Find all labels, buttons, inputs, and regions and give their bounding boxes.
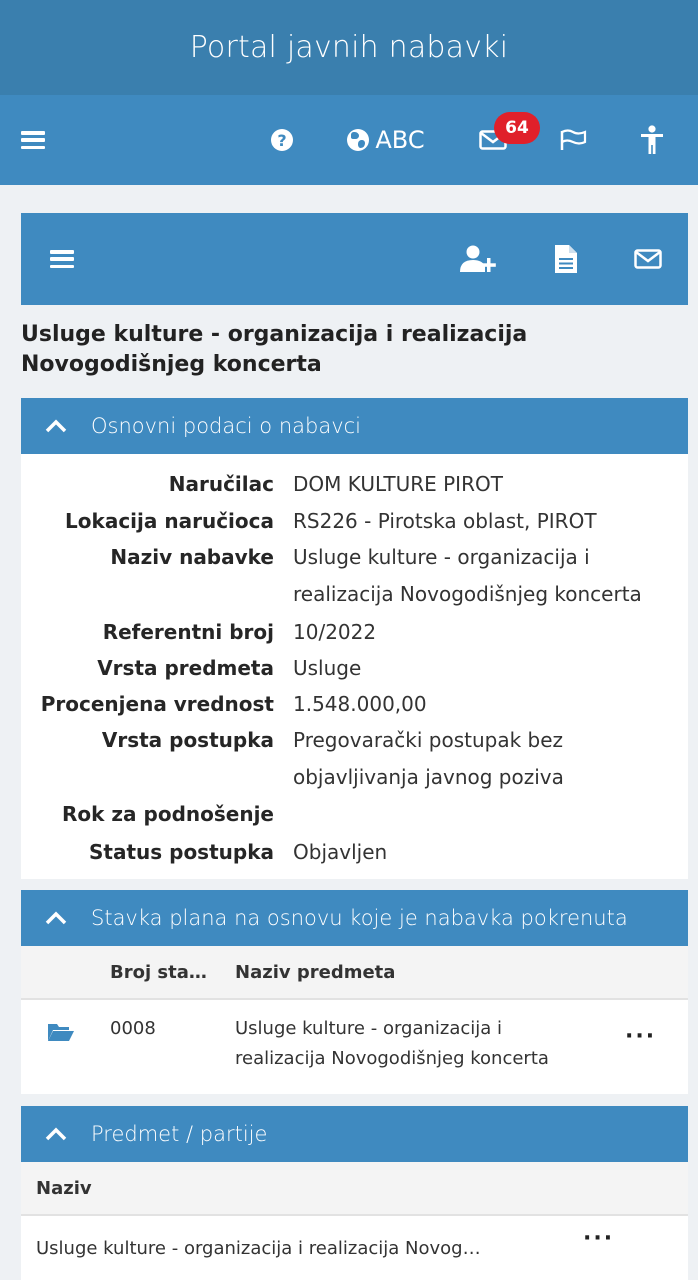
language-label: ABC <box>375 126 425 154</box>
document-button[interactable] <box>551 213 581 305</box>
table-row[interactable] <box>21 1218 688 1280</box>
field-label: Naručilac <box>168 472 274 496</box>
accessibility-button[interactable] <box>638 95 666 185</box>
chevron-up-icon <box>21 911 91 925</box>
field-label: Vrsta postupka <box>101 728 274 752</box>
field-label: Rok za podnošenje <box>62 802 274 826</box>
language-button[interactable] <box>344 95 428 185</box>
table-row[interactable] <box>21 1002 688 1094</box>
submenu-button[interactable] <box>49 213 75 305</box>
message-button[interactable] <box>633 213 663 305</box>
messages-count-badge: 64 <box>494 112 540 144</box>
user-plus-icon <box>460 245 498 273</box>
field-value: Pregovarački postupak bez objavljivanja javnog poziva <box>293 728 564 789</box>
field-label: Procenjena vrednost <box>40 692 274 716</box>
lots-table <box>21 1162 688 1280</box>
section-title: Stavka plana na osnovu koje je nabavka pokrenuta <box>91 906 628 930</box>
field-value: 10/2022 <box>293 620 377 644</box>
field-label: Vrsta predmeta <box>97 656 274 680</box>
section-header-plan-item[interactable] <box>21 890 688 946</box>
field-label: Status postupka <box>89 840 274 864</box>
main-menu-button[interactable] <box>20 95 46 185</box>
sub-toolbar <box>21 213 688 305</box>
question-circle-icon: ? <box>271 129 293 151</box>
hamburger-icon <box>50 250 74 268</box>
column-header-naziv-predmeta[interactable]: Naziv predmeta <box>235 962 396 983</box>
plan-item-number: 0008 <box>110 1018 156 1039</box>
field-value: Objavljen <box>293 840 388 864</box>
folder-open-icon[interactable] <box>47 1022 75 1046</box>
plan-item-name: Usluge kulture - organizacija i realizacija Novogodišnjeg koncerta <box>235 1018 549 1069</box>
table-header <box>21 1162 688 1216</box>
plan-item-table <box>21 946 688 1094</box>
row-menu-dots-icon[interactable]: ··· <box>625 1024 657 1049</box>
app-title-bar <box>0 0 698 95</box>
document-icon <box>554 244 578 274</box>
field-value: RS226 - Pirotska oblast, PIROT <box>293 509 597 533</box>
lot-name: Usluge kulture - organizacija i realizacija Novog… <box>36 1238 481 1259</box>
hamburger-icon <box>21 131 45 149</box>
globe-icon <box>347 129 369 151</box>
add-user-button[interactable] <box>459 213 499 305</box>
field-value: Usluge kulture - organizacija i realizacija Novogodišnjeg koncerta <box>293 545 642 606</box>
accessibility-icon <box>640 125 664 155</box>
basic-data-panel <box>21 454 688 879</box>
field-label: Lokacija naručioca <box>65 509 274 533</box>
page-title: Usluge kulture - organizacija i realizacija Novogodišnjeg koncerta <box>21 322 528 377</box>
chevron-up-icon <box>21 1127 91 1141</box>
column-header-naziv[interactable]: Naziv <box>36 1178 92 1199</box>
section-title: Osnovni podaci o nabavci <box>91 414 362 438</box>
column-header-broj[interactable]: Broj sta… <box>110 962 207 983</box>
table-header <box>21 946 688 1000</box>
envelope-icon <box>634 249 662 269</box>
app-title: Portal javnih nabavki <box>189 30 509 65</box>
field-label: Referentni broj <box>102 620 274 644</box>
chevron-up-icon <box>21 419 91 433</box>
section-header-basic-data[interactable] <box>21 398 688 454</box>
help-button[interactable] <box>270 95 294 185</box>
row-menu-dots-icon[interactable]: ··· <box>583 1226 615 1251</box>
field-label: Naziv nabavke <box>110 545 274 569</box>
section-header-lots[interactable] <box>21 1106 688 1162</box>
section-title: Predmet / partije <box>91 1122 268 1146</box>
top-nav <box>0 95 698 185</box>
field-value: 1.548.000,00 <box>293 692 427 716</box>
flag-icon <box>559 129 587 151</box>
field-value: Usluge <box>293 656 362 680</box>
field-value: DOM KULTURE PIROT <box>293 472 503 496</box>
flag-button[interactable] <box>558 95 588 185</box>
